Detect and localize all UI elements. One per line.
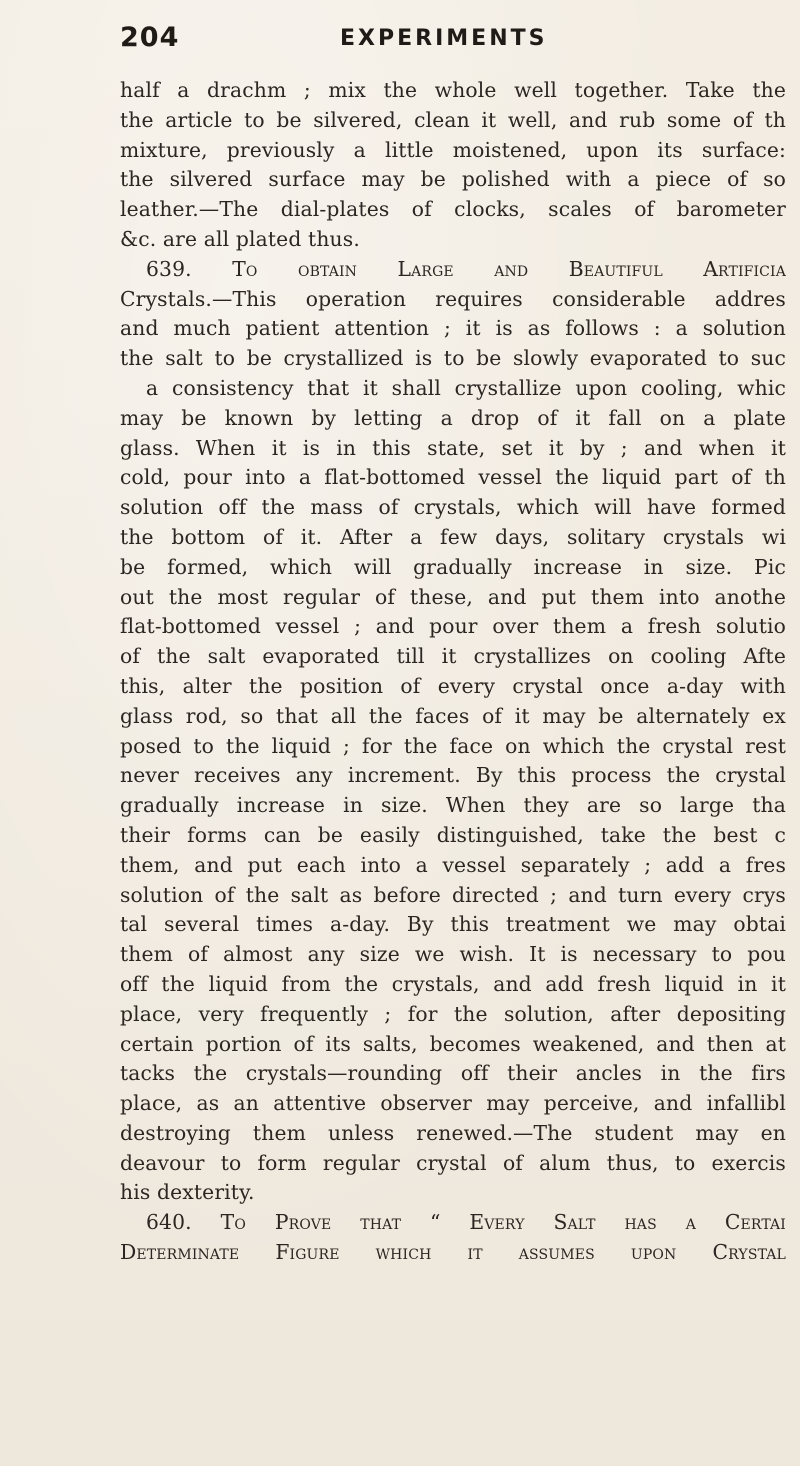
text-line: the article to be silvered, clean it well, and rub some of th <box>120 107 786 132</box>
text-line: tal several times a-day. By this treatment we may obtai <box>120 912 786 937</box>
text-line: cold, pour into a flat-bottomed vessel the liquid part of th <box>120 465 786 490</box>
section-heading-639: 639. To obtain Large and Beautiful Artificia <box>146 256 786 281</box>
text-line: certain portion of its salts, becomes weakened, and then at <box>120 1031 786 1056</box>
text-line: glass. When it is in this state, set it by ; and when it <box>120 435 786 460</box>
section-heading-640: 640. To Prove that “ Every Salt has a Certai <box>146 1210 786 1235</box>
text-line: them, and put each into a vessel separately ; add a fres <box>120 852 786 877</box>
text-line: the silvered surface may be polished with a piece of so <box>120 167 786 192</box>
text-line: this, alter the position of every crystal once a-day with <box>120 673 786 698</box>
text-line: may be known by letting a drop of it fall on a plate <box>120 405 786 430</box>
text-line: be formed, which will gradually increase in size. Pic <box>120 554 786 579</box>
page-number: 204 <box>120 22 180 53</box>
text-line: half a drachm ; mix the whole well together. Take the <box>120 78 786 102</box>
text-line: the bottom of it. After a few days, solitary crystals wi <box>120 524 786 549</box>
page-header <box>120 22 740 62</box>
text-line: the salt to be crystallized is to be slowly evaporated to suc <box>120 346 786 371</box>
text-line: their forms can be easily distinguished, take the best c <box>120 822 786 847</box>
text-line: solution off the mass of crystals, which will have formed <box>120 495 786 520</box>
text-line: out the most regular of these, and put them into anothe <box>120 584 786 609</box>
text-line: place, as an attentive observer may perceive, and infallibl <box>120 1091 786 1116</box>
text-line: &c. are all plated thus. <box>120 226 360 251</box>
text-line: leather.—The dial-plates of clocks, scales of barometer <box>120 197 786 222</box>
text-line: them of almost any size we wish. It is necessary to pou <box>120 942 786 967</box>
running-head: EXPERIMENTS <box>340 26 548 51</box>
text-line: solution of the salt as before directed ; and turn every crys <box>120 882 786 907</box>
text-line: never receives any increment. By this process the crystal <box>120 763 786 788</box>
text-line: off the liquid from the crystals, and add fresh liquid in it <box>120 971 786 996</box>
text-line: gradually increase in size. When they are so large tha <box>120 793 786 818</box>
text-line: a consistency that it shall crystallize upon cooling, whic <box>146 375 786 400</box>
text-line: posed to the liquid ; for the face on which the crystal rest <box>120 733 786 758</box>
text-line: place, very frequently ; for the solution, after depositing <box>120 1001 786 1026</box>
text-line: flat-bottomed vessel ; and pour over them a fresh solutio <box>120 614 786 639</box>
text-line: and much patient attention ; it is as follows : a solution <box>120 316 786 341</box>
section-heading-640-cont: Determinate Figure which it assumes upon Crystal <box>120 1240 786 1265</box>
text-line: Crystals.—This operation requires considerable addres <box>120 286 786 311</box>
text-line: glass rod, so that all the faces of it may be alternately ex <box>120 703 786 728</box>
text-line: deavour to form regular crystal of alum thus, to exercis <box>120 1150 786 1175</box>
body-text <box>120 76 786 1268</box>
text-line: his dexterity. <box>120 1180 255 1205</box>
text-line: of the salt evaporated till it crystallizes on cooling Afte <box>120 644 786 669</box>
text-line: tacks the crystals—rounding off their ancles in the firs <box>120 1061 786 1086</box>
text-line: destroying them unless renewed.—The student may en <box>120 1120 786 1145</box>
text-line: mixture, previously a little moistened, upon its surface: <box>120 137 786 162</box>
